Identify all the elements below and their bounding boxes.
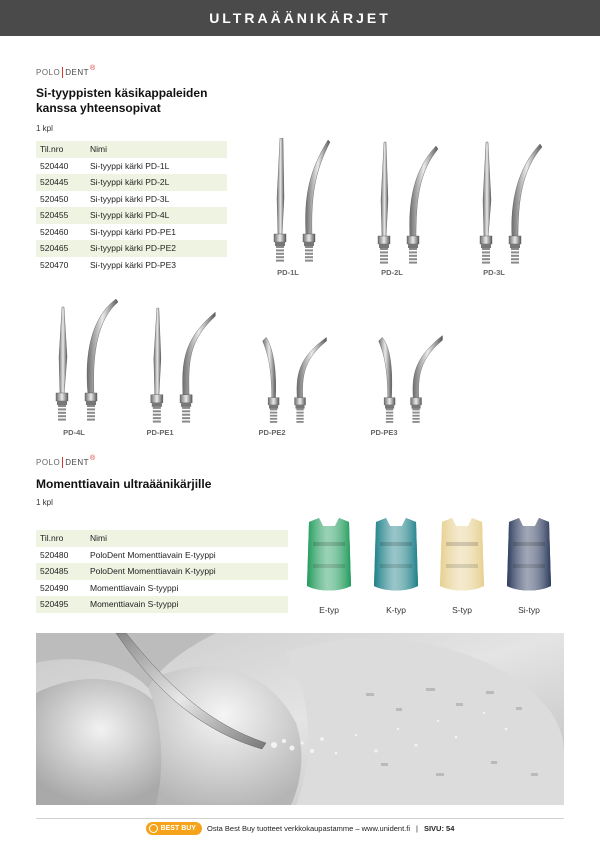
polodent-logo: POLO DENT ® [36, 65, 96, 77]
table-row [36, 207, 227, 224]
order-number-cell: 520455 [36, 207, 86, 224]
tip-image-pd-pe1 [130, 298, 220, 425]
product-name-cell: Si-tyyppi kärki PD-PE3 [90, 259, 176, 270]
order-number-cell: 520490 [40, 582, 69, 593]
tip-image-pd-3l [464, 140, 544, 266]
quantity-label: 1 kpl [36, 498, 53, 507]
product-name-cell: Si-tyyppi kärki PD-3L [90, 193, 170, 204]
column-header-name: Nimi [86, 141, 227, 158]
order-number-cell: 520465 [36, 240, 86, 257]
order-number-cell: 520470 [40, 259, 69, 270]
tip-image-pd-1l [258, 138, 338, 266]
order-number-cell: 520440 [40, 160, 69, 171]
table-row [36, 224, 227, 241]
tip-label: PD-2L [381, 268, 403, 277]
tip-label: PD-PE1 [146, 428, 174, 437]
page-title: ULTRAÄÄNIKÄRJET [209, 10, 391, 26]
quantity-label: 1 kpl [36, 124, 53, 133]
page-footer [0, 822, 600, 835]
tip-label: PD-PE3 [370, 428, 398, 437]
page-number: SIVU: 54 [423, 824, 455, 833]
order-number-cell: 520460 [40, 226, 69, 237]
product-name-cell: Si-tyyppi kärki PD-PE1 [90, 226, 176, 237]
wrench-label: Si-typ [518, 605, 540, 615]
tip-label: PD-4L [63, 428, 85, 437]
product-name-cell: Momenttiavain S-tyyppi [86, 596, 288, 613]
column-header-name: Nimi [86, 530, 288, 547]
table-row [36, 563, 288, 580]
footer-separator: | [416, 824, 418, 833]
table-row [36, 257, 227, 274]
table-row [36, 191, 227, 208]
footer-text: Osta Best Buy tuotteet verkkokaupastamme – www.unident.fi [206, 824, 411, 833]
order-number-cell: 520485 [36, 563, 86, 580]
tip-image-pd-pe2 [240, 310, 340, 425]
tip-image-pd-2l [362, 140, 442, 266]
tip-image-pd-pe3 [356, 310, 456, 425]
section-title-wrenches: Momenttiavain ultraäänikärjille [36, 477, 212, 491]
product-table-wrenches [36, 530, 288, 613]
product-name-cell: PoloDent Momenttiavain E-tyyppi [90, 549, 216, 560]
table-row [36, 174, 227, 191]
wrench-image [372, 516, 420, 592]
wrench-image [305, 516, 353, 592]
tip-label: PD-3L [483, 268, 505, 277]
best-buy-icon [149, 824, 158, 833]
table-header-row [36, 530, 288, 547]
table-header-row [36, 141, 227, 158]
table-row [36, 547, 288, 564]
order-number-cell: 520445 [36, 174, 86, 191]
footer-divider [36, 818, 564, 819]
page-header [0, 0, 600, 36]
order-number-cell: 520450 [40, 193, 69, 204]
wrench-image [438, 516, 486, 592]
wrench-label: E-typ [319, 605, 339, 615]
product-table-tips [36, 141, 227, 273]
tip-image-pd-4l [40, 295, 120, 425]
polodent-logo: POLO DENT ® [36, 455, 96, 467]
table-row [36, 596, 288, 613]
table-row [36, 580, 288, 597]
product-name-cell: Si-tyyppi kärki PD-2L [86, 174, 227, 191]
product-name-cell: Si-tyyppi kärki PD-4L [86, 207, 227, 224]
column-header-code: Til.nro [36, 141, 86, 158]
order-number-cell: 520480 [40, 549, 69, 560]
table-row [36, 158, 227, 175]
section-title-tips: Si-tyyppisten käsikappaleiden kanssa yhteensopivat [36, 86, 208, 115]
product-name-cell: Si-tyyppi kärki PD-1L [90, 160, 170, 171]
product-name-cell: Momenttiavain S-tyyppi [90, 582, 179, 593]
table-row [36, 240, 227, 257]
column-header-code: Til.nro [36, 530, 86, 547]
product-name-cell: PoloDent Momenttiavain K-tyyppi [86, 563, 288, 580]
tip-label: PD-PE2 [258, 428, 286, 437]
wrench-image [505, 516, 553, 592]
wrench-label: K-typ [386, 605, 406, 615]
tip-label: PD-1L [277, 268, 299, 277]
best-buy-badge: BEST BUY [146, 822, 202, 835]
ultrasonic-scaling-photo [36, 633, 564, 805]
product-name-cell: Si-tyyppi kärki PD-PE2 [86, 240, 227, 257]
wrench-label: S-typ [452, 605, 472, 615]
order-number-cell: 520495 [36, 596, 86, 613]
